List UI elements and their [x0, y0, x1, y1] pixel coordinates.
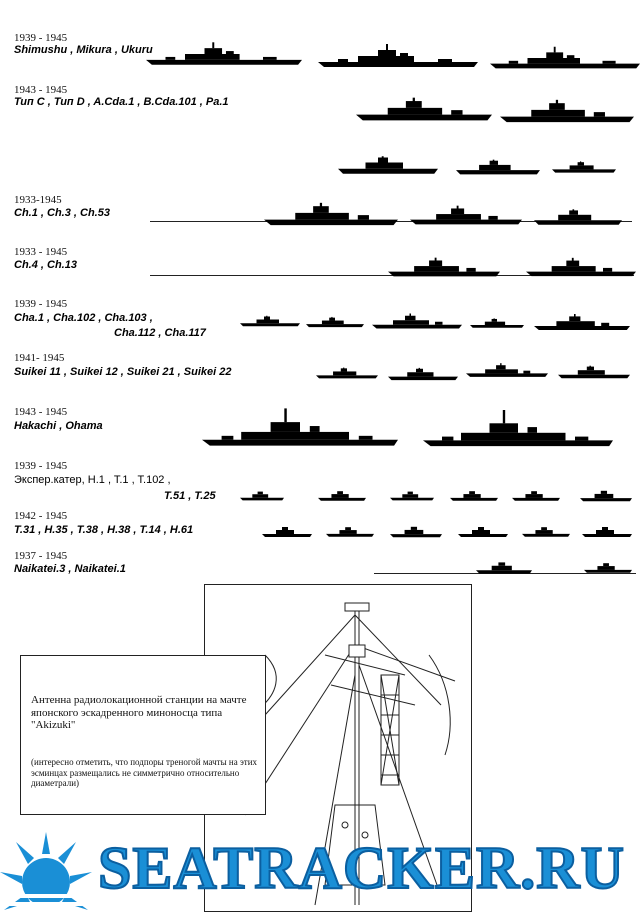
- row-classes: Тип C , Тип D , A.Cda.1 , B.Cda.101 , Pa.1: [14, 96, 229, 108]
- ship-silhouette-icon: [372, 310, 462, 332]
- row-classes: T.31 , H.35 , T.38 , H.38 , T.14 , H.61: [14, 524, 194, 536]
- row-classes: Suikei 11 , Suikei 12 , Suikei 21 , Suikei 22: [14, 366, 232, 378]
- row-years: 1941- 1945: [14, 352, 65, 364]
- row-classes: Shimushu , Mikura , Ukuru: [14, 44, 153, 56]
- row-classes: Ch.4 , Ch.13: [14, 259, 77, 271]
- ship-silhouette-icon: [402, 410, 634, 448]
- row-years: 1937 - 1945: [14, 550, 68, 562]
- ship-silhouette-icon: [500, 96, 634, 126]
- ship-silhouette-icon: [476, 562, 532, 574]
- row-classes: Экспер.катер, H.1 , T.1 , T.102 ,: [14, 474, 171, 486]
- caption-box: [20, 655, 266, 815]
- ship-silhouette-icon: [390, 526, 442, 538]
- ship-silhouette-icon: [534, 312, 630, 332]
- ship-silhouette-icon: [146, 38, 302, 70]
- ship-silhouette-icon: [582, 526, 632, 538]
- ship-silhouette-icon: [512, 490, 560, 502]
- ship-silhouette-icon: [262, 526, 312, 538]
- row-years: 1933 - 1945: [14, 246, 68, 258]
- ship-silhouette-icon: [318, 42, 478, 70]
- row-years: 1939 - 1945: [14, 298, 68, 310]
- ship-silhouette-icon: [390, 490, 434, 502]
- caption-title: Антенна радиолокационной станции на мачте японского эскадренного миноносца типа "Akizuki": [31, 694, 247, 731]
- ship-silhouette-icon: [318, 490, 366, 502]
- ship-silhouette-icon: [326, 526, 374, 538]
- ship-silhouette-icon: [584, 562, 632, 574]
- ship-silhouette-icon: [522, 526, 570, 538]
- ship-silhouette-icon: [388, 366, 458, 382]
- ship-silhouette-icon: [356, 94, 492, 124]
- sun-logo-icon: [0, 828, 92, 920]
- ship-silhouette-icon: [240, 312, 300, 330]
- row-years: 1942 - 1945: [14, 510, 68, 522]
- row-years: 1943 - 1945: [14, 406, 68, 418]
- row-classes-cont: T.51 , T.25: [164, 490, 216, 502]
- row-classes: Naikatei.3 , Naikatei.1: [14, 563, 126, 575]
- ship-silhouette-icon: [410, 202, 522, 228]
- row-years: 1943 - 1945: [14, 84, 68, 96]
- row-classes: Hakachi , Ohama: [14, 420, 103, 432]
- row-classes: Ch.1 , Ch.3 , Ch.53: [14, 207, 110, 219]
- row-classes-cont: Cha.112 , Cha.117: [114, 327, 206, 339]
- ship-silhouette-icon: [316, 364, 378, 382]
- row-years: 1939 - 1945: [14, 32, 68, 44]
- ship-silhouette-icon: [450, 490, 498, 502]
- ship-silhouette-icon: [580, 490, 632, 502]
- ship-silhouette-icon: [338, 152, 438, 178]
- ship-silhouette-icon: [558, 362, 630, 382]
- ship-silhouette-icon: [470, 314, 524, 332]
- ship-silhouette-icon: [456, 156, 540, 178]
- ship-silhouette-icon: [526, 254, 636, 280]
- ship-silhouette-icon: [534, 206, 622, 228]
- ship-silhouette-icon: [264, 200, 398, 228]
- ship-silhouette-icon: [466, 358, 548, 382]
- ship-silhouette-icon: [202, 408, 398, 448]
- caption-note: (интересно отметить, что подпоры треногой мачты на этих эсминцах размещались не симметрично относительно диаметрали): [31, 757, 258, 788]
- ship-silhouette-icon: [240, 490, 284, 502]
- ship-silhouette-icon: [306, 314, 364, 330]
- row-classes: Cha.1 , Cha.102 , Cha.103 ,: [14, 312, 153, 324]
- row-years: 1939 - 1945: [14, 460, 68, 472]
- ship-silhouette-icon: [490, 44, 640, 72]
- ship-silhouette-icon: [458, 526, 508, 538]
- ship-silhouette-icon: [552, 156, 616, 178]
- ship-silhouette-icon: [388, 254, 500, 280]
- row-years: 1933-1945: [14, 194, 62, 206]
- watermark-text: SEATRACKER.RU: [98, 835, 625, 901]
